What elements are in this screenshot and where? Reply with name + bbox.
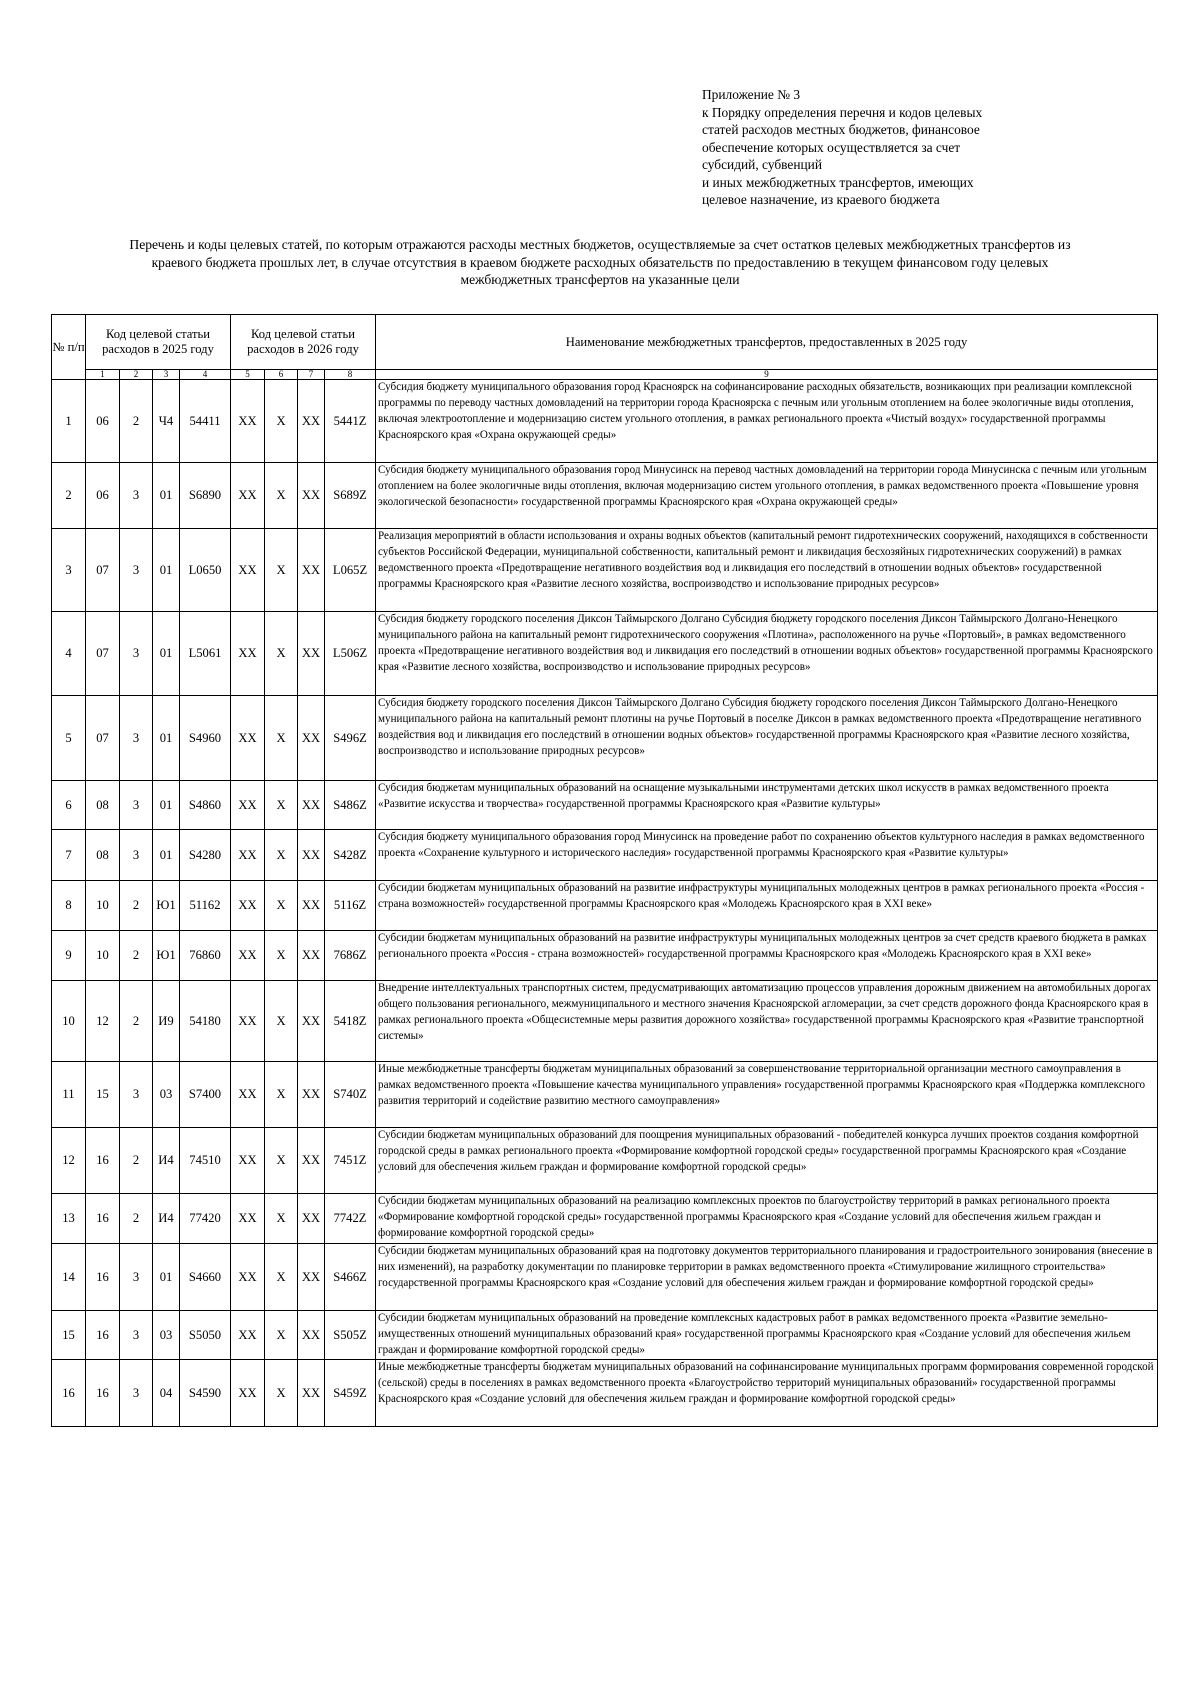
transfer-name: Субсидии бюджетам муниципальных образований края на подготовку документов территориального планирования и градостроительного зонирования (внесение в них изменений), на разработку документации по планировке территории в рамках ведомственного проекта «Стимулирование жилищного строительства» государственной программы Красноярского края «Создание условий для обеспечения жильем граждан и формирование комфортной городской среды»: [376, 1244, 1158, 1311]
code-part: XX: [298, 1244, 325, 1311]
codes-table: [51, 314, 1158, 1427]
code-part: XX: [231, 1194, 265, 1244]
code-part: 2: [120, 1128, 153, 1194]
header-num: № п/п: [52, 315, 86, 380]
header-code-2026: Код целевой статьи расходов в 2026 году: [231, 315, 376, 370]
code-part: 16: [86, 1360, 120, 1427]
code-part: 3: [120, 1360, 153, 1427]
code-part: 10: [86, 881, 120, 931]
code-part: XX: [298, 612, 325, 696]
code-part: X: [265, 931, 298, 981]
code-part: И4: [153, 1194, 180, 1244]
row-number: 8: [52, 881, 86, 931]
code-part: 3: [120, 463, 153, 529]
code-part: 07: [86, 612, 120, 696]
code-part: S4590: [180, 1360, 231, 1427]
code-part: 01: [153, 612, 180, 696]
code-part: 54411: [180, 380, 231, 463]
table-row: [52, 696, 1158, 781]
code-part: S459Z: [325, 1360, 376, 1427]
title-line: Перечень и коды целевых статей, по которым отражаются расходы местных бюджетов, осуществляемые за счет остатков целевых межбюджетных трансфертов из: [129, 237, 1071, 252]
code-part: X: [265, 1360, 298, 1427]
code-part: S6890: [180, 463, 231, 529]
table-row: [52, 881, 1158, 931]
code-part: XX: [298, 781, 325, 830]
code-part: 2: [120, 380, 153, 463]
header-code-2025: Код целевой статьи расходов в 2025 году: [86, 315, 231, 370]
row-number: 2: [52, 463, 86, 529]
code-part: 2: [120, 931, 153, 981]
code-part: S496Z: [325, 696, 376, 781]
code-part: XX: [231, 881, 265, 931]
code-part: Ю1: [153, 931, 180, 981]
code-part: 04: [153, 1360, 180, 1427]
transfer-name: Субсидия бюджету городского поселения Диксон Таймырского Долгано Субсидия бюджету городского поселения Диксон Таймырского Долгано-Ненецкого муниципального района на капитальный ремонт плотины на ручье Портовый в поселке Диксон в рамках ведомственного проекта «Предотвращение негативного воздействия вод и ликвидация его последствий в отношении водных объектов» государственной программы Красноярского края «Развитие лесного хозяйства, воспроизводство и использование природных ресурсов»: [376, 696, 1158, 781]
appendix-line: Приложение № 3: [702, 87, 801, 102]
code-part: XX: [298, 830, 325, 881]
code-part: XX: [298, 1311, 325, 1360]
col-number: 9: [376, 370, 1158, 380]
code-part: 77420: [180, 1194, 231, 1244]
row-number: 9: [52, 931, 86, 981]
code-part: 01: [153, 529, 180, 612]
code-part: XX: [231, 1062, 265, 1128]
code-part: 03: [153, 1062, 180, 1128]
code-part: 3: [120, 1062, 153, 1128]
code-part: X: [265, 1194, 298, 1244]
code-part: XX: [298, 1194, 325, 1244]
code-part: 16: [86, 1128, 120, 1194]
code-part: S689Z: [325, 463, 376, 529]
code-part: 51162: [180, 881, 231, 931]
code-part: 3: [120, 781, 153, 830]
code-part: 16: [86, 1311, 120, 1360]
code-part: S428Z: [325, 830, 376, 881]
code-part: 5418Z: [325, 981, 376, 1062]
code-part: X: [265, 612, 298, 696]
row-number: 7: [52, 830, 86, 881]
code-part: S7400: [180, 1062, 231, 1128]
code-part: 08: [86, 781, 120, 830]
code-part: X: [265, 1311, 298, 1360]
code-part: 3: [120, 529, 153, 612]
col-number: 6: [265, 370, 298, 380]
table-row: [52, 529, 1158, 612]
header-name: Наименование межбюджетных трансфертов, предоставленных в 2025 году: [376, 315, 1158, 370]
code-part: 2: [120, 981, 153, 1062]
transfer-name: Субсидии бюджетам муниципальных образований на реализацию комплексных проектов по благоустройству территорий в рамках регионального проекта «Формирование комфортной городской среды» государственной программы Красноярского края «Создание условий для обеспечения жильем граждан и формирование комфортной городской среды»: [376, 1194, 1158, 1244]
transfer-name: Иные межбюджетные трансферты бюджетам муниципальных образований на софинансирование муниципальных программ формирования современной городской (сельской) среды в поселениях в рамках ведомственного проекта «Благоустройство территорий муниципальных образований» государственной программы Красноярского края «Создание условий для обеспечения жильем граждан и формирование комфортной городской среды»: [376, 1360, 1158, 1427]
code-part: L0650: [180, 529, 231, 612]
code-part: И4: [153, 1128, 180, 1194]
transfer-name: Субсидия бюджетам муниципальных образований на оснащение музыкальными инструментами детских школ искусств в рамках ведомственного проекта «Развитие искусства и творчества» государственной программы Красноярского края «Развитие культуры»: [376, 781, 1158, 830]
code-part: Ю1: [153, 881, 180, 931]
code-part: X: [265, 463, 298, 529]
code-part: XX: [231, 463, 265, 529]
code-part: L506Z: [325, 612, 376, 696]
table-row: [52, 1244, 1158, 1311]
row-number: 15: [52, 1311, 86, 1360]
col-number: 7: [298, 370, 325, 380]
code-part: 2: [120, 1194, 153, 1244]
code-part: X: [265, 981, 298, 1062]
appendix-line: к Порядку определения перечня и кодов целевых: [702, 104, 983, 120]
table-row: [52, 981, 1158, 1062]
code-part: XX: [231, 529, 265, 612]
col-number: 8: [325, 370, 376, 380]
col-number: 4: [180, 370, 231, 380]
code-part: XX: [298, 1062, 325, 1128]
code-part: S4280: [180, 830, 231, 881]
col-number: 2: [120, 370, 153, 380]
code-part: XX: [298, 1128, 325, 1194]
code-part: XX: [231, 1360, 265, 1427]
code-part: 3: [120, 1311, 153, 1360]
title-line: краевого бюджета прошлых лет, в случае отсутствия в краевом бюджете расходных обязательств по предоставлению в текущем финансовом году целевых: [151, 254, 1049, 270]
code-part: 5116Z: [325, 881, 376, 931]
code-part: 10: [86, 931, 120, 981]
code-part: S505Z: [325, 1311, 376, 1360]
row-number: 1: [52, 380, 86, 463]
code-part: XX: [298, 881, 325, 931]
code-part: 54180: [180, 981, 231, 1062]
col-number: 3: [153, 370, 180, 380]
code-part: 5441Z: [325, 380, 376, 463]
code-part: X: [265, 529, 298, 612]
code-part: X: [265, 881, 298, 931]
code-part: S486Z: [325, 781, 376, 830]
code-part: X: [265, 830, 298, 881]
appendix-line: и иных межбюджетных трансфертов, имеющих: [702, 174, 974, 190]
row-number: 5: [52, 696, 86, 781]
row-number: 13: [52, 1194, 86, 1244]
code-part: XX: [231, 380, 265, 463]
code-part: XX: [298, 463, 325, 529]
code-part: 16: [86, 1194, 120, 1244]
code-part: S5050: [180, 1311, 231, 1360]
table-row: [52, 1194, 1158, 1244]
code-part: XX: [298, 981, 325, 1062]
code-part: 76860: [180, 931, 231, 981]
code-part: XX: [231, 981, 265, 1062]
transfer-name: Субсидия бюджету муниципального образования город Минусинск на проведение работ по сохранению объектов культурного наследия в рамках ведомственного проекта «Сохранение культурного и исторического наследия» государственной программы Красноярского края «Развитие культуры»: [376, 830, 1158, 881]
code-part: 06: [86, 463, 120, 529]
code-part: 7686Z: [325, 931, 376, 981]
transfer-name: Субсидии бюджетам муниципальных образований на развитие инфраструктуры муниципальных молодежных центров в рамках регионального проекта «Россия - страна возможностей» государственной программы Красноярского края «Молодежь Красноярского края в XXI веке»: [376, 881, 1158, 931]
code-part: Ч4: [153, 380, 180, 463]
code-part: И9: [153, 981, 180, 1062]
code-part: XX: [231, 931, 265, 981]
row-number: 3: [52, 529, 86, 612]
code-part: 06: [86, 380, 120, 463]
code-part: S466Z: [325, 1244, 376, 1311]
code-part: XX: [298, 380, 325, 463]
code-part: L5061: [180, 612, 231, 696]
table-row: [52, 463, 1158, 529]
table-row: [52, 1128, 1158, 1194]
code-part: 12: [86, 981, 120, 1062]
transfer-name: Субсидия бюджету городского поселения Диксон Таймырского Долгано Субсидия бюджету городского поселения Диксон Таймырского Долгано-Ненецкого муниципального района на капитальный ремонт гидротехнического сооружения «Плотина», расположенного на ручье «Портовый», в рамках ведомственного проекта «Предотвращение негативного воздействия вод и ликвидация его последствий в отношении водных объектов» государственной программы Красноярского края «Развитие лесного хозяйства, воспроизводство и использование природных ресурсов»: [376, 612, 1158, 696]
table-row: [52, 931, 1158, 981]
row-number: 10: [52, 981, 86, 1062]
code-part: XX: [298, 931, 325, 981]
code-part: X: [265, 696, 298, 781]
code-part: 08: [86, 830, 120, 881]
transfer-name: Субсидии бюджетам муниципальных образований на проведение комплексных кадастровых работ в рамках ведомственного проекта «Развитие земельно-имущественных отношений муниципальных образований края» государственной программы Красноярского края «Создание условий для обеспечения жильем граждан и формирование комфортной городской среды»: [376, 1311, 1158, 1360]
code-part: 07: [86, 529, 120, 612]
table-row: [52, 1311, 1158, 1360]
title-line: межбюджетных трансфертов на указанные цели: [460, 272, 740, 288]
code-part: X: [265, 1128, 298, 1194]
transfer-name: Реализация мероприятий в области использования и охраны водных объектов (капитальный ремонт гидротехнических сооружений, находящихся в собственности субъектов Российской Федерации, муниципальной собственности, капитальный ремонт и ликвидация бесхозяйных гидротехнических сооружений) в рамках ведомственного проекта «Предотвращение негативного воздействия вод и ликвидация его последствий в отношении водных объектов» государственной программы Красноярского края «Развитие лесного хозяйства, воспроизводство и использование природных ресурсов»: [376, 529, 1158, 612]
row-number: 12: [52, 1128, 86, 1194]
code-part: XX: [231, 830, 265, 881]
code-part: S740Z: [325, 1062, 376, 1128]
code-part: XX: [231, 696, 265, 781]
table-row: [52, 380, 1158, 463]
code-part: XX: [298, 529, 325, 612]
table-row: [52, 612, 1158, 696]
code-part: X: [265, 781, 298, 830]
code-part: 07: [86, 696, 120, 781]
code-part: S4960: [180, 696, 231, 781]
code-part: X: [265, 1244, 298, 1311]
code-part: X: [265, 1062, 298, 1128]
code-part: 7451Z: [325, 1128, 376, 1194]
document-title: [60, 236, 1140, 289]
transfer-name: Субсидия бюджету муниципального образования город Минусинск на перевод частных домовладений на территории города Минусинска с печным или угольным отоплением на более экологичные виды отопления, включая модернизацию систем угольного отопления, в рамках ведомственного проекта «Повышение уровня экологической безопасности» государственной программы Красноярского края «Охрана окружающей среды»: [376, 463, 1158, 529]
appendix-line: субсидий, субвенций: [702, 157, 822, 172]
transfer-name: Субсидии бюджетам муниципальных образований для поощрения муниципальных образований - победителей конкурса лучших проектов создания комфортной городской среды в рамках регионального проекта «Формирование комфортной городской среды» государственной программы Красноярского края «Создание условий для обеспечения жильем граждан и формирование комфортной городской среды»: [376, 1128, 1158, 1194]
code-part: XX: [231, 1244, 265, 1311]
transfer-name: Иные межбюджетные трансферты бюджетам муниципальных образований за совершенствование территориальной организации местного самоуправления в рамках ведомственного проекта «Повышение качества муниципального управления» государственной программы Красноярского края «Поддержка комплексного развития территорий и содействие развитию местного самоуправления»: [376, 1062, 1158, 1128]
code-part: 2: [120, 881, 153, 931]
code-part: 01: [153, 1244, 180, 1311]
code-part: 01: [153, 781, 180, 830]
code-part: XX: [231, 1311, 265, 1360]
appendix-line: обеспечение которых осуществляется за счет: [702, 139, 961, 155]
code-part: 01: [153, 830, 180, 881]
code-part: 3: [120, 696, 153, 781]
code-part: 3: [120, 830, 153, 881]
code-part: L065Z: [325, 529, 376, 612]
transfer-name: Субсидии бюджетам муниципальных образований на развитие инфраструктуры муниципальных молодежных центров за счет средств краевого бюджета в рамках регионального проекта «Россия - страна возможностей» государственной программы Красноярского края «Молодежь Красноярского края в XXI веке»: [376, 931, 1158, 981]
row-number: 16: [52, 1360, 86, 1427]
row-number: 4: [52, 612, 86, 696]
row-number: 11: [52, 1062, 86, 1128]
col-number: 1: [86, 370, 120, 380]
code-part: S4860: [180, 781, 231, 830]
code-part: XX: [231, 612, 265, 696]
code-part: S4660: [180, 1244, 231, 1311]
appendix-note: [702, 86, 1062, 209]
code-part: XX: [231, 781, 265, 830]
row-number: 6: [52, 781, 86, 830]
code-part: XX: [231, 1128, 265, 1194]
code-part: 01: [153, 463, 180, 529]
col-number: 5: [231, 370, 265, 380]
code-part: 03: [153, 1311, 180, 1360]
code-part: 74510: [180, 1128, 231, 1194]
code-part: 16: [86, 1244, 120, 1311]
table-row: [52, 1062, 1158, 1128]
table-row: [52, 1360, 1158, 1427]
transfer-name: Внедрение интеллектуальных транспортных систем, предусматривающих автоматизацию процессов управления дорожным движением на автомобильных дорогах общего пользования регионального, межмуниципального и местного значения Красноярской агломерации, за счет средств дорожного фонда Красноярского края в рамках регионального проекта «Общесистемные меры развития дорожного хозяйства» государственной программы Красноярского края «Развитие транспортной системы»: [376, 981, 1158, 1062]
code-part: 01: [153, 696, 180, 781]
code-part: XX: [298, 1360, 325, 1427]
code-part: 7742Z: [325, 1194, 376, 1244]
row-number: 14: [52, 1244, 86, 1311]
code-part: XX: [298, 696, 325, 781]
table-row: [52, 781, 1158, 830]
appendix-line: статей расходов местных бюджетов, финансовое: [702, 122, 980, 137]
code-part: X: [265, 380, 298, 463]
transfer-name: Субсидия бюджету муниципального образования город Красноярск на софинансирование расходных обязательств, возникающих при реализации комплексной программы по переводу частных домовладений на территории города Красноярска с печным или угольным отоплением на более экологичные виды отопления, включая электроотопление и модернизацию систем угольного отопления, в рамках регионального проекта «Чистый воздух» государственной программы Красноярского края «Охрана окружающей среды»: [376, 380, 1158, 463]
table-row: [52, 830, 1158, 881]
code-part: 3: [120, 1244, 153, 1311]
code-part: 15: [86, 1062, 120, 1128]
code-part: 3: [120, 612, 153, 696]
appendix-line: целевое назначение, из краевого бюджета: [702, 192, 940, 207]
